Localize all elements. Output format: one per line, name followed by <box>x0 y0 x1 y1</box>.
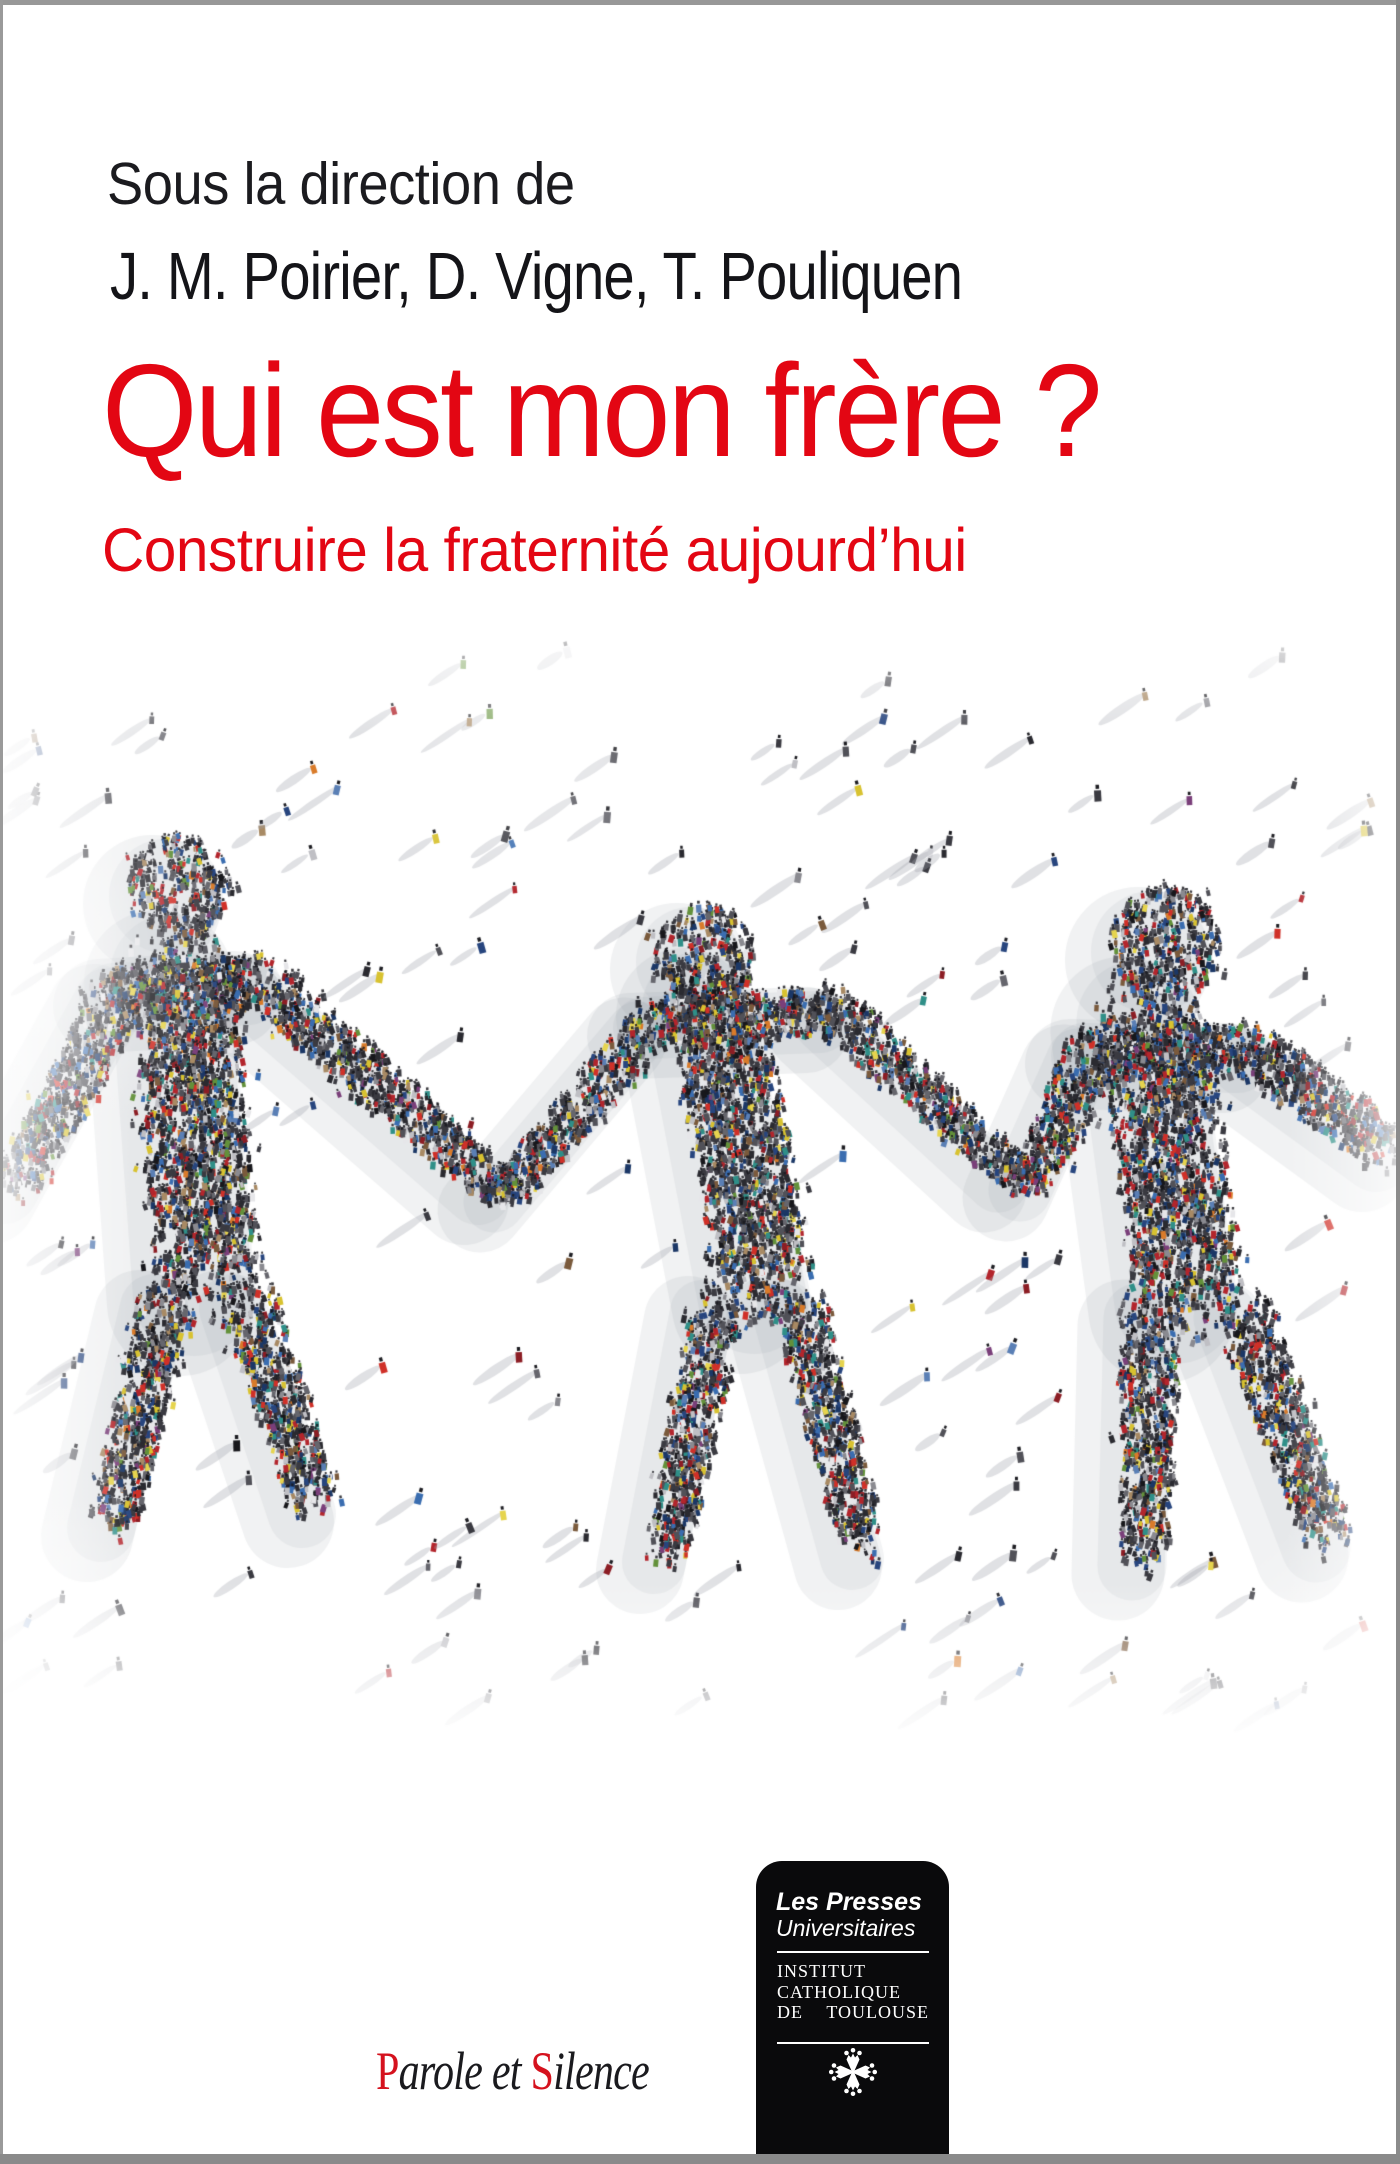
institute-name <box>777 1961 929 2023</box>
publisher-word-ilence: ilence <box>553 2041 649 2101</box>
direction-line: Sous la direction de <box>107 151 575 217</box>
publisher-initial-p: P <box>376 2041 399 2101</box>
publisher-parole-et-silence <box>376 2042 649 2101</box>
book-title: Qui est mon frère ? <box>102 337 1100 484</box>
logo-divider-bottom <box>777 2042 929 2044</box>
book-subtitle: Construire la fraternité aujourd’hui <box>102 516 967 584</box>
cover-frame-right <box>1396 0 1400 2164</box>
cover-frame-bottom <box>0 2154 1400 2164</box>
logo-line-universitaires: Universitaires <box>776 1915 916 1941</box>
authors-line: J. M. Poirier, D. Vigne, T. Pouliquen <box>110 239 963 314</box>
cover-frame-top <box>0 0 1400 5</box>
publisher-initial-s: S <box>530 2041 554 2101</box>
presses-universitaires-logo <box>756 1861 949 2164</box>
logo-divider-top <box>777 1951 929 1953</box>
publisher-word-arole: arole et <box>398 2041 531 2101</box>
logo-line-les-presses: Les Presses <box>776 1888 922 1916</box>
institute-line-2: CATHOLIQUE <box>777 1981 901 2002</box>
crowd-illustration <box>0 620 1400 1740</box>
institute-line-3: DE TOULOUSE <box>777 2002 929 2022</box>
institute-line-1: INSTITUT <box>777 1961 866 1981</box>
cover-frame-left <box>0 0 3 2164</box>
occitan-cross-icon <box>828 2047 878 2097</box>
